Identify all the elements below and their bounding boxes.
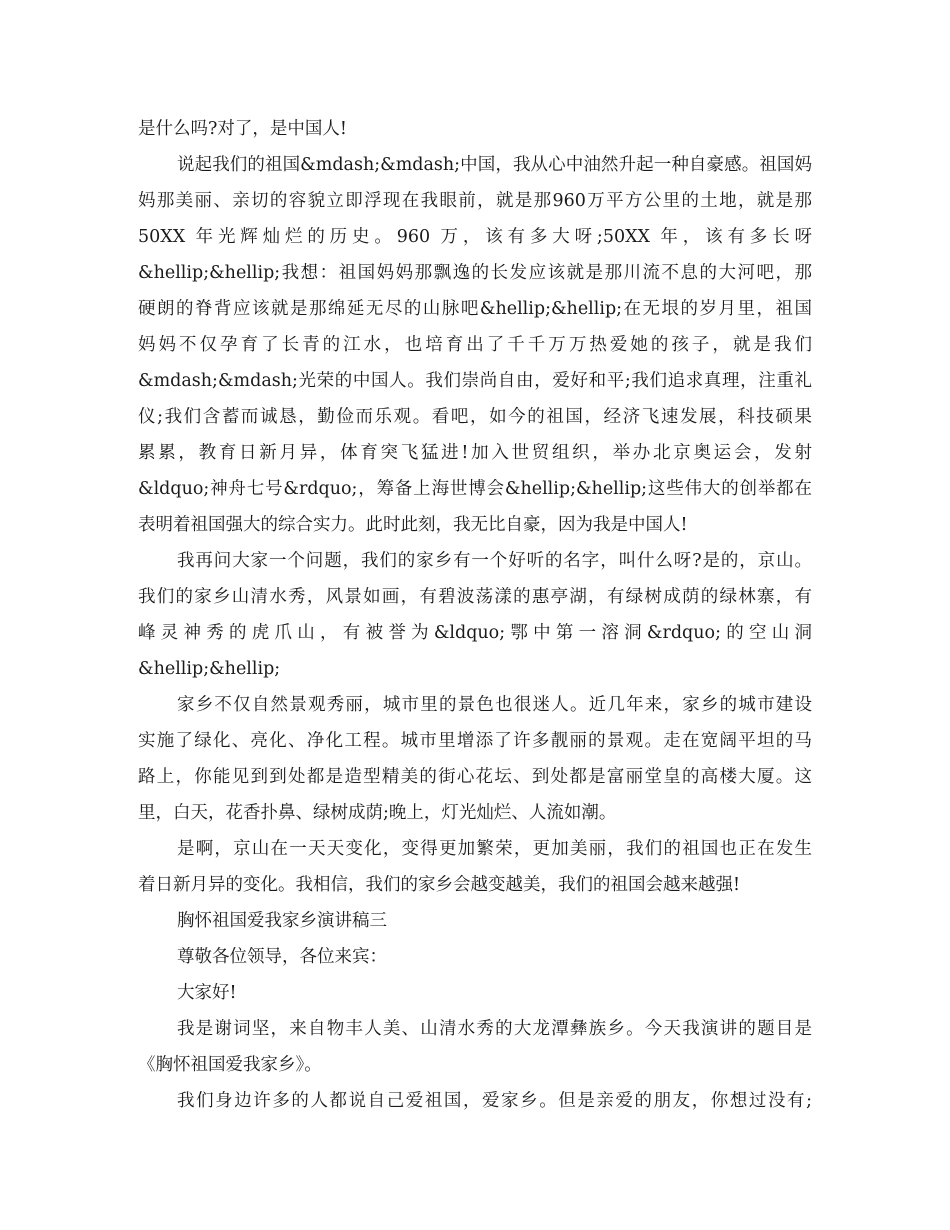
text-line: 里，白天，花香扑鼻、绿树成荫;晚上，灯光灿烂、人流如潮。 [138, 803, 617, 823]
text-line: &hellip;&hellip; [138, 659, 281, 679]
paragraph-start-line: 是啊，京山在一天天变化，变得更加繁荣，更加美丽，我们的祖国也正在发生 [177, 839, 812, 859]
text-line: 50XX 年光辉灿烂的历史。960 万，该有多大呀;50XX 年，该有多长呀 [138, 227, 812, 247]
text-line: 着日新月异的变化。我相信，我们的家乡会越变越美，我们的祖国会越来越强! [138, 875, 741, 895]
salutation-line: 尊敬各位领导，各位来宾： [177, 947, 387, 967]
paragraph-start-line: 我是谢词坚，来自物丰人美、山清水秀的大龙潭彝族乡。今天我演讲的题目是 [177, 1019, 812, 1039]
text-line: &ldquo;神舟七号&rdquo;，筹备上海世博会&hellip;&hellip;这些伟大的创举都在 [138, 479, 812, 499]
section-heading: 胸怀祖国爱我家乡演讲稿三 [177, 911, 387, 931]
text-line: &hellip;&hellip;我想：祖国妈妈那飘逸的长发应该就是那川流不息的大河吧，那 [138, 263, 812, 283]
text-line: 仪;我们含蓄而诚恳，勤俭而乐观。看吧，如今的祖国，经济飞速发展，科技硕果 [138, 407, 812, 427]
text-line: 我们的家乡山清水秀，风景如画，有碧波荡漾的惠亭湖，有绿树成荫的绿林寨，有 [138, 587, 812, 607]
paragraph-start-line: 我们身边许多的人都说自己爱祖国，爱家乡。但是亲爱的朋友，你想过没有; [177, 1091, 812, 1111]
text-line: 路上，你能见到到处都是造型精美的街心花坛、到处都是富丽堂皇的高楼大厦。这 [138, 767, 812, 787]
paragraph-start-line: 我再问大家一个问题，我们的家乡有一个好听的名字，叫什么呀?是的，京山。 [177, 551, 812, 571]
speech-title-line: 《胸怀祖国爱我家乡》。 [138, 1055, 322, 1075]
text-line: &mdash;&mdash;光荣的中国人。我们崇尚自由，爱好和平;我们追求真理，注重礼 [138, 371, 812, 391]
text-line: 实施了绿化、亮化、净化工程。城市里增添了许多靓丽的景观。走在宽阔平坦的马 [138, 731, 812, 751]
paragraph-start-line: 说起我们的祖国&mdash;&mdash;中国，我从心中油然升起一种自豪感。祖国妈 [177, 155, 812, 175]
paragraph-start-line: 家乡不仅自然景观秀丽，城市里的景色也很迷人。近几年来，家乡的城市建设 [177, 695, 812, 715]
text-line: 表明着祖国强大的综合实力。此时此刻，我无比自豪，因为我是中国人! [138, 515, 688, 535]
greeting-line: 大家好! [177, 983, 237, 1003]
text-line: 是什么吗?对了，是中国人! [138, 119, 347, 139]
text-line: 累累，教育日新月异，体育突飞猛进!加入世贸组织，举办北京奥运会，发射 [138, 443, 812, 463]
text-line: 峰灵神秀的虎爪山，有被誉为&ldquo;鄂中第一溶洞&rdquo;的空山洞 [138, 623, 812, 643]
text-line: 妈那美丽、亲切的容貌立即浮现在我眼前，就是那960万平方公里的土地，就是那 [138, 191, 812, 211]
text-line: 硬朗的脊背应该就是那绵延无尽的山脉吧&hellip;&hellip;在无垠的岁月里，祖国 [138, 299, 812, 319]
text-line: 妈妈不仅孕育了长青的江水，也培育出了千千万万热爱她的孩子，就是我们 [138, 335, 812, 355]
